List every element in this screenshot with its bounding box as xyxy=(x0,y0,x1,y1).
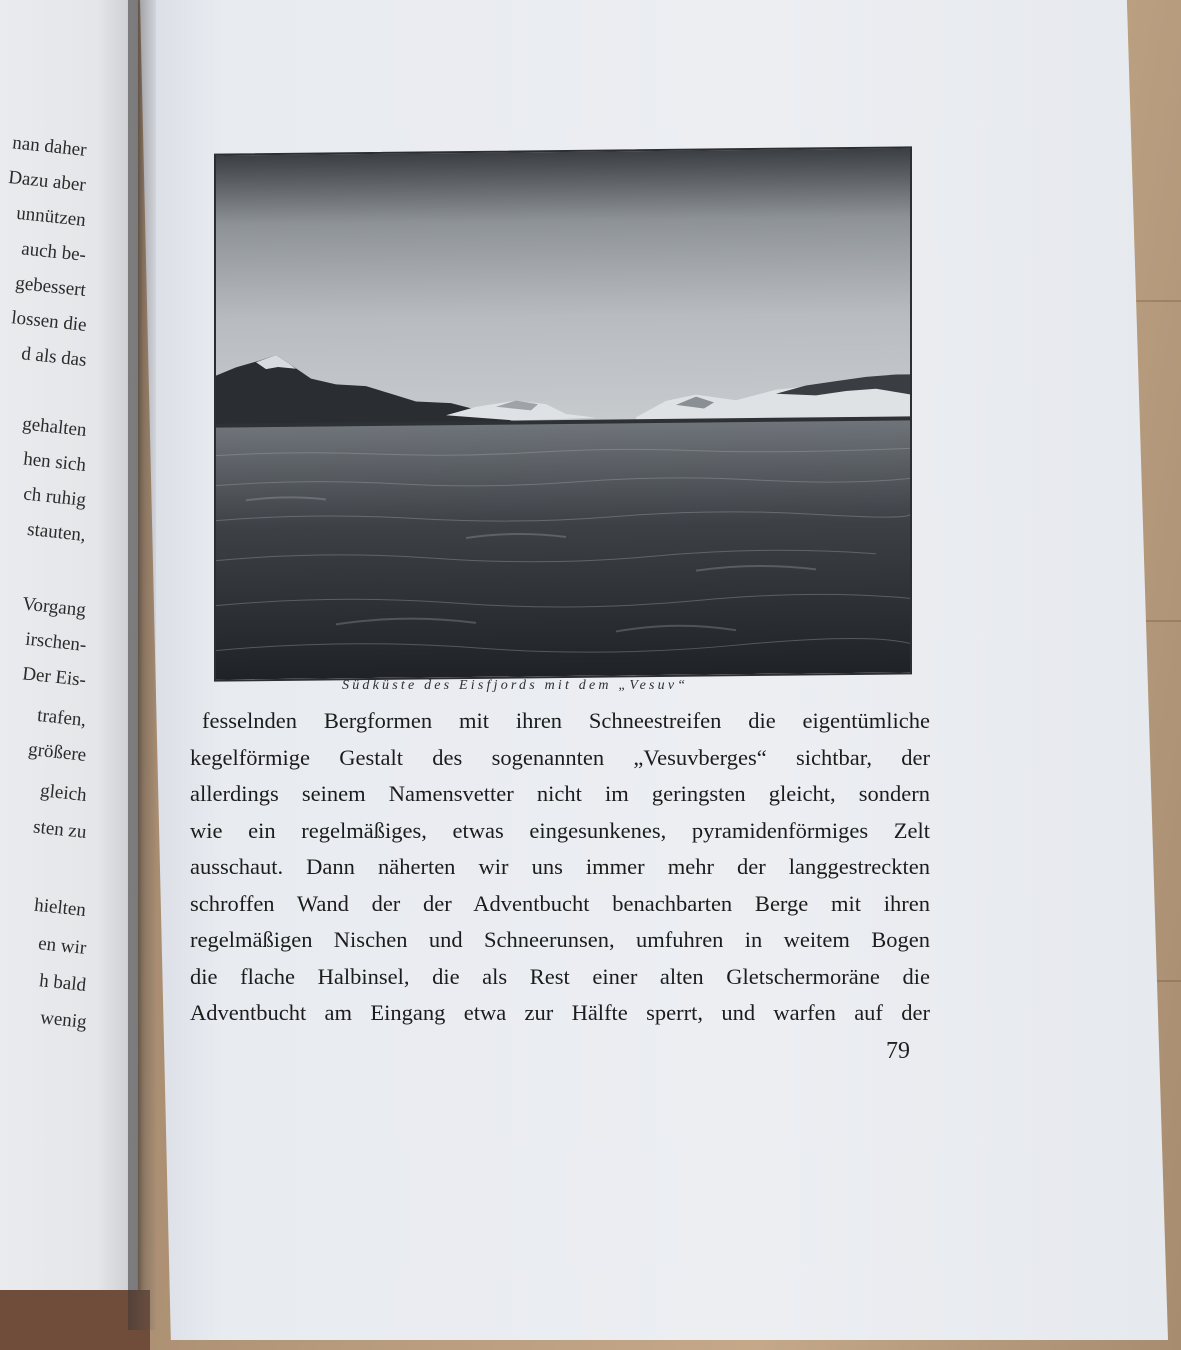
left-page-line: größere xyxy=(27,738,88,766)
left-page-line: gehalten xyxy=(20,413,88,441)
text-line: die flache Halbinsel, die als Rest einer alten Gletschermoräne die xyxy=(190,963,930,989)
left-page-line: Der Eis- xyxy=(21,663,88,691)
left-page-line: Vorgang xyxy=(21,593,88,621)
left-page-line: nan daher xyxy=(10,132,88,161)
text-line: schroffen Wand der der Adventbucht benachbarten Berge mit ihren xyxy=(190,890,930,916)
book-gutter xyxy=(128,0,156,1330)
left-page-line: auch be- xyxy=(20,238,88,266)
left-page-line: ch ruhig xyxy=(22,483,88,511)
text-line: allerdings seinem Namensvetter nicht im geringsten gleicht, sondern xyxy=(190,781,930,806)
left-page-line: en wir xyxy=(37,933,88,959)
text-line: Adventbucht am Eingang etwa zur Hälfte sperrt, und warfen auf der xyxy=(190,1000,930,1025)
left-page-line: trafen, xyxy=(36,704,88,731)
text-line: ausschaut. Dann näherten wir uns immer mehr der langgestreckten xyxy=(190,854,930,879)
left-page-line: wenig xyxy=(38,1007,88,1033)
left-page xyxy=(0,0,138,1318)
left-page-line: d als das xyxy=(19,343,88,371)
left-page-line: gleich xyxy=(38,780,88,806)
left-page-line: Dazu aber xyxy=(7,166,88,196)
left-page-line: lossen die xyxy=(9,307,88,336)
text-line: regelmäßigen Nischen und Schneerunsen, umfuhren in weitem Bogen xyxy=(190,927,930,952)
left-page-line: stauten, xyxy=(26,518,88,546)
left-page-line: hielten xyxy=(33,894,88,921)
text-line: kegelförmige Gestalt des sogenannten „Vesuvberges“ sichtbar, der xyxy=(190,744,930,770)
left-page-line: hen sich xyxy=(22,448,88,476)
page-number: 79 xyxy=(886,1038,910,1064)
left-page-line: unnützen xyxy=(15,202,88,231)
body-paragraph xyxy=(190,703,930,1032)
fjord-photograph xyxy=(214,146,912,681)
left-page-line: gebessert xyxy=(14,272,88,301)
left-page-line: irschen- xyxy=(24,628,88,656)
left-page-line: h bald xyxy=(38,970,88,996)
text-line: wie ein regelmäßiges, etwas eingesunkenes, pyramidenförmiges Zelt xyxy=(190,817,930,843)
left-page-line: sten zu xyxy=(31,816,88,843)
text-line: fesselnden Bergformen mit ihren Schneestreifen die eigentümliche xyxy=(202,708,930,733)
figure-caption: Südküste des Eisfjords mit dem „Vesuv“ xyxy=(342,678,689,693)
